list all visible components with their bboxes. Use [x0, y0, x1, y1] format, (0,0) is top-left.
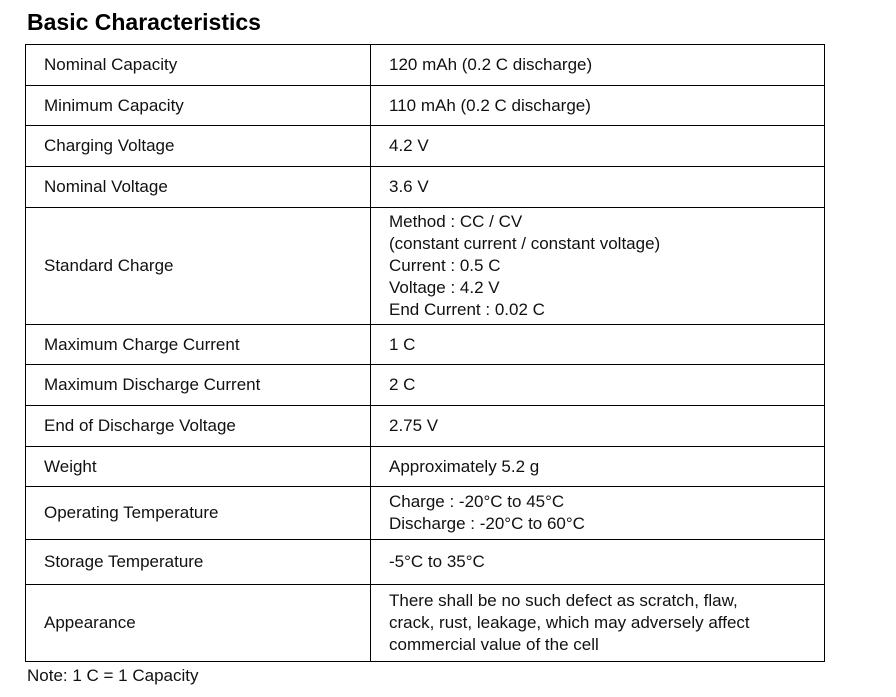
row-value	[371, 447, 825, 487]
row-label: Maximum Charge Current	[26, 325, 371, 365]
row-value-line: (constant current / constant voltage)	[389, 234, 661, 253]
row-label: Standard Charge	[26, 208, 371, 325]
row-value	[371, 167, 825, 208]
row-value-line: End Current : 0.02 C	[389, 300, 545, 319]
row-value-line: 1 C	[389, 334, 416, 354]
row-value-line: crack, rust, leakage, which may adversely affect	[389, 613, 750, 632]
table-row	[26, 487, 825, 540]
table-row	[26, 126, 825, 167]
row-value	[371, 208, 825, 325]
table-row	[26, 406, 825, 447]
row-value	[371, 45, 825, 86]
table-row	[26, 86, 825, 126]
table-row	[26, 208, 825, 325]
row-value-line: 110 mAh (0.2 C discharge)	[389, 95, 591, 115]
page-title: Basic Characteristics	[27, 9, 261, 35]
row-value	[371, 487, 825, 540]
row-value-line: 120 mAh (0.2 C discharge)	[389, 55, 593, 74]
characteristics-table	[25, 44, 825, 662]
row-value-line: 2 C	[389, 375, 416, 394]
row-value-line: 4.2 V	[389, 136, 429, 155]
row-value-line: Charge : -20°C to 45°C	[389, 492, 565, 511]
row-value	[371, 325, 825, 365]
row-label: Storage Temperature	[26, 540, 371, 585]
table-row	[26, 540, 825, 585]
row-value-line: 2.75 V	[389, 416, 439, 435]
table-row	[26, 447, 825, 487]
footnote: Note: 1 C = 1 Capacity	[27, 666, 199, 685]
row-label: Nominal Voltage	[26, 167, 371, 208]
row-value	[371, 126, 825, 167]
row-label: Nominal Capacity	[26, 45, 371, 86]
row-value-line: Approximately 5.2 g	[389, 456, 540, 476]
row-value-line: Current : 0.5 C	[389, 256, 501, 275]
table-row	[26, 325, 825, 365]
table-row	[26, 365, 825, 406]
row-label: Minimum Capacity	[26, 86, 371, 126]
table-row	[26, 45, 825, 86]
row-label: Appearance	[26, 585, 371, 662]
row-value-line: 3.6 V	[389, 177, 429, 196]
row-value-line: There shall be no such defect as scratch, flaw,	[389, 591, 738, 610]
table-row	[26, 167, 825, 208]
row-value	[371, 365, 825, 406]
row-label: Weight	[26, 447, 371, 487]
row-value	[371, 406, 825, 447]
row-value	[371, 86, 825, 126]
row-label: End of Discharge Voltage	[26, 406, 371, 447]
row-label: Charging Voltage	[26, 126, 371, 167]
row-value	[371, 585, 825, 662]
row-label: Operating Temperature	[26, 487, 371, 540]
row-value	[371, 540, 825, 585]
row-value-line: Discharge : -20°C to 60°C	[389, 514, 585, 533]
table-row	[26, 585, 825, 662]
row-label: Maximum Discharge Current	[26, 365, 371, 406]
row-value-line: Method : CC / CV	[389, 212, 523, 231]
row-value-line: -5°C to 35°C	[389, 552, 485, 571]
row-value-line: Voltage : 4.2 V	[389, 278, 500, 297]
row-value-line: commercial value of the cell	[389, 635, 599, 654]
